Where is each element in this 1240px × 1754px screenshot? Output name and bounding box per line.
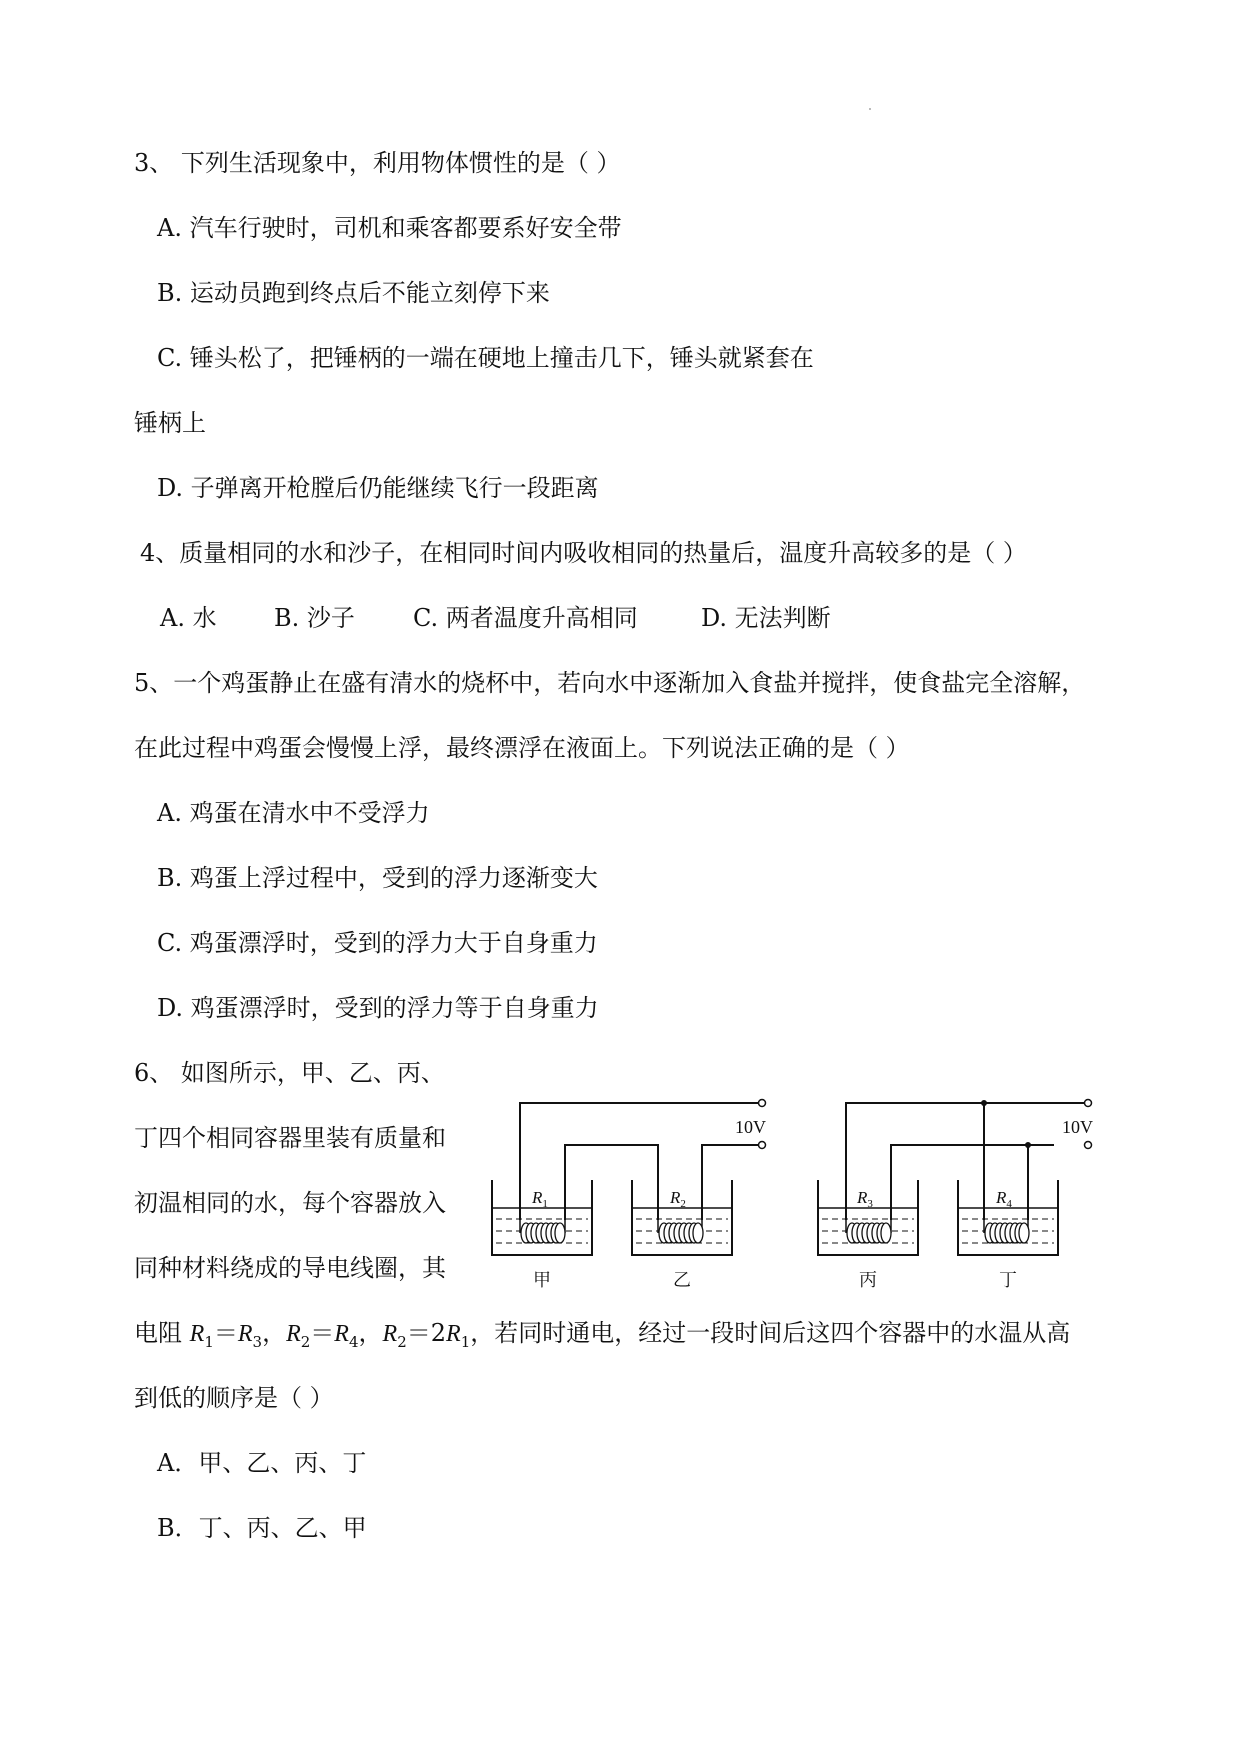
terminal-right-top xyxy=(1085,1100,1092,1107)
question-6-stem-line-4: 同种材料绕成的导电线圈，其 xyxy=(134,1254,446,1282)
question-3-option-c: C. 锤头松了，把锤柄的一端在硬地上撞击几下，锤头就紧套在 xyxy=(157,344,814,372)
resistor-label-r4: $R_4$ xyxy=(996,1188,1012,1210)
coil-r1 xyxy=(521,1223,565,1243)
left-top-wire xyxy=(520,1103,759,1220)
formula-suffix: ，若同时通电，经过一段时间后这四个容器中的水温从高 xyxy=(470,1319,1071,1347)
terminal-right-bottom xyxy=(1085,1142,1092,1149)
question-6-option-a: A．甲、乙、丙、丁 xyxy=(157,1449,367,1477)
question-5-option-c: C. 鸡蛋漂浮时，受到的浮力大于自身重力 xyxy=(157,929,598,957)
junction-bottom xyxy=(1025,1142,1031,1148)
resistor-label-r1: $R_1$ xyxy=(532,1188,548,1210)
scan-speck xyxy=(869,108,871,110)
question-5-option-b: B. 鸡蛋上浮过程中，受到的浮力逐渐变大 xyxy=(157,864,598,892)
question-6-stem-end: 到低的顺序是（ ） xyxy=(134,1384,334,1412)
resistor-label-r3: $R_3$ xyxy=(857,1188,873,1210)
question-3-option-a: A. 汽车行驶时，司机和乘客都要系好安全带 xyxy=(157,214,622,242)
question-3-option-c-continued: 锤柄上 xyxy=(134,409,206,437)
container-label-ding: 丁 xyxy=(999,1270,1017,1290)
container-label-yi: 乙 xyxy=(673,1270,691,1290)
junction-dots xyxy=(981,1100,1031,1148)
voltage-label-right: 10V xyxy=(1062,1117,1093,1137)
terminal-left-bottom xyxy=(759,1142,766,1149)
question-6-stem-line-1: 6、 如图所示，甲、乙、丙、 xyxy=(134,1059,445,1087)
question-5-stem-continued: 在此过程中鸡蛋会慢慢上浮，最终漂浮在液面上。下列说法正确的是（ ） xyxy=(134,734,910,762)
question-6-option-b: B．丁、丙、乙、甲 xyxy=(157,1514,367,1542)
question-5-option-a: A. 鸡蛋在清水中不受浮力 xyxy=(157,799,430,827)
question-6-formula-line: 电阻 $R_1=R_3$，$R_2=R_4$，$R_2=2R_1$，若同时通电，经过一段时间后这四个容器中的水温从高 xyxy=(134,1319,1071,1351)
voltage-label-left: 10V xyxy=(735,1117,766,1137)
junction-top xyxy=(981,1100,987,1106)
resistor-label-r2: $R_2$ xyxy=(670,1188,686,1210)
formula-prefix: 电阻 xyxy=(134,1319,190,1347)
question-4-option-d: D. 无法判断 xyxy=(701,604,831,632)
question-3-option-d: D. 子弹离开枪膛后仍能继续飞行一段距离 xyxy=(157,474,599,502)
question-5-option-d: D. 鸡蛋漂浮时，受到的浮力等于自身重力 xyxy=(157,994,599,1022)
container-ding xyxy=(958,1180,1058,1255)
coil-r3 xyxy=(847,1223,891,1243)
question-3-option-b: B. 运动员跑到终点后不能立刻停下来 xyxy=(157,279,550,307)
terminal-left-top xyxy=(759,1100,766,1107)
container-bing xyxy=(818,1180,918,1255)
question-6-stem-line-3: 初温相同的水，每个容器放入 xyxy=(134,1189,446,1217)
coil-r2 xyxy=(659,1223,703,1243)
circuit-diagram xyxy=(480,1095,1100,1315)
question-6-stem-line-2: 丁四个相同容器里装有质量和 xyxy=(134,1124,446,1152)
question-4-stem: 4、质量相同的水和沙子，在相同时间内吸收相同的热量后，温度升高较多的是（ ） xyxy=(140,539,1027,567)
question-4-option-a: A. 水 xyxy=(160,604,217,632)
coil-r4 xyxy=(985,1223,1029,1243)
question-3-stem: 3、 下列生活现象中，利用物体惯性的是（ ） xyxy=(134,149,621,177)
question-4-option-b: B. 沙子 xyxy=(274,604,355,632)
container-yi xyxy=(632,1180,732,1255)
container-label-bing: 丙 xyxy=(859,1270,877,1290)
container-label-jia: 甲 xyxy=(533,1270,551,1290)
question-4-option-c: C. 两者温度升高相同 xyxy=(413,604,638,632)
question-5-stem: 5、一个鸡蛋静止在盛有清水的烧杯中，若向水中逐渐加入食盐并搅拌，使食盐完全溶解， xyxy=(134,669,1086,697)
right-top-wire xyxy=(846,1103,1085,1220)
